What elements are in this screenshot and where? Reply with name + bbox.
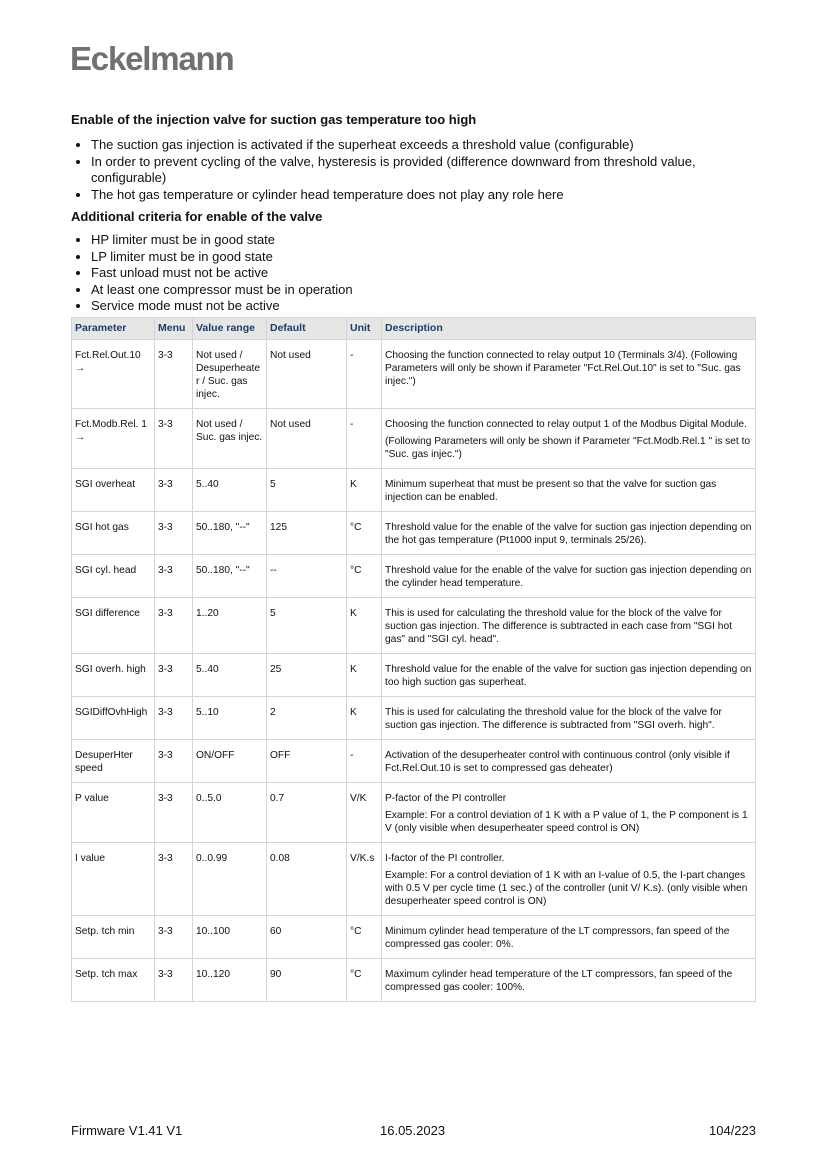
default-cell: -- xyxy=(267,554,347,597)
section-heading: Enable of the injection valve for suction gas temperature too high xyxy=(71,112,477,127)
menu-cell: 3-3 xyxy=(155,739,193,782)
table-row xyxy=(72,339,756,408)
default-cell: OFF xyxy=(267,739,347,782)
parameter-cell: I value xyxy=(72,842,155,915)
parameter-cell: DesuperHter speed xyxy=(72,739,155,782)
description-text: Example: For a control deviation of 1 K with a P value of 1, the P component is 1 V (only visible when desuperheater speed control is ON) xyxy=(385,809,748,834)
default-cell: 5 xyxy=(267,597,347,653)
description-cell xyxy=(382,468,756,511)
list-item: • The suction gas injection is activated if the superheat exceeds a threshold value (configurable) xyxy=(91,137,756,154)
value-range-cell: Not used / Desuperheater / Suc. gas injec. xyxy=(193,339,267,408)
value-range-cell: 50..180, "--" xyxy=(193,511,267,554)
default-cell: Not used xyxy=(267,339,347,408)
footer-firmware: Firmware V1.41 V1 xyxy=(71,1123,183,1138)
description-cell xyxy=(382,339,756,408)
description-cell xyxy=(382,958,756,1001)
unit-cell: °C xyxy=(347,554,382,597)
description-cell xyxy=(382,653,756,696)
unit-cell: K xyxy=(347,468,382,511)
table-row xyxy=(72,653,756,696)
description-text: Threshold value for the enable of the valve for suction gas injection depending on too high suction gas superheat. xyxy=(385,663,752,688)
unit-cell: °C xyxy=(347,511,382,554)
default-cell: 25 xyxy=(267,653,347,696)
table-row xyxy=(72,554,756,597)
description-text: Threshold value for the enable of the valve for suction gas injection depending on the hot gas temperature (Pt1000 input 9, terminals 25/26). xyxy=(385,521,752,546)
menu-cell: 3-3 xyxy=(155,696,193,739)
parameter-cell: SGIDiffOvhHigh xyxy=(72,696,155,739)
parameter-cell: P value xyxy=(72,782,155,842)
parameter-cell: SGI overh. high xyxy=(72,653,155,696)
value-range-cell: 1..20 xyxy=(193,597,267,653)
unit-cell: - xyxy=(347,408,382,468)
value-range-cell: ON/OFF xyxy=(193,739,267,782)
list-item: • LP limiter must be in good state xyxy=(91,249,756,266)
eckelmann-logo: Eckelmann xyxy=(70,40,234,77)
unit-cell: °C xyxy=(347,958,382,1001)
list-item: • Fast unload must not be active xyxy=(91,265,756,282)
value-range-cell: 50..180, "--" xyxy=(193,554,267,597)
value-range-cell: Not used / Suc. gas injec. xyxy=(193,408,267,468)
menu-cell: 3-3 xyxy=(155,915,193,958)
additional-criteria-list xyxy=(71,232,756,315)
parameter-cell: SGI overheat xyxy=(72,468,155,511)
footer-page-number: 104/223 xyxy=(709,1123,756,1138)
column-header: Default xyxy=(267,317,347,339)
default-cell: 60 xyxy=(267,915,347,958)
value-range-cell: 10..100 xyxy=(193,915,267,958)
table-header-row xyxy=(72,317,756,339)
parameter-cell: Fct.Rel.Out.10 → xyxy=(72,339,155,408)
default-cell: 0.7 xyxy=(267,782,347,842)
description-text: Threshold value for the enable of the valve for suction gas injection depending on the cylinder head temperature. xyxy=(385,564,752,589)
default-cell: 0.08 xyxy=(267,842,347,915)
menu-cell: 3-3 xyxy=(155,339,193,408)
page-content xyxy=(71,112,756,1002)
table-row xyxy=(72,915,756,958)
menu-cell: 3-3 xyxy=(155,597,193,653)
description-text: P-factor of the PI controller xyxy=(385,792,507,804)
value-range-cell: 5..40 xyxy=(193,468,267,511)
unit-cell: V/K.s xyxy=(347,842,382,915)
description-cell xyxy=(382,842,756,915)
menu-cell: 3-3 xyxy=(155,554,193,597)
default-cell: 125 xyxy=(267,511,347,554)
description-cell xyxy=(382,696,756,739)
default-cell: 90 xyxy=(267,958,347,1001)
description-cell xyxy=(382,782,756,842)
description-text: Choosing the function connected to relay output 10 (Terminals 3/4). (Following Parameters will only be shown if Parameter "Fct.Rel.Out.10" is set to "Suc. gas injec.") xyxy=(385,349,741,387)
description-text: (Following Parameters will only be shown if Parameter "Fct.Modb.Rel.1 " is set to "Suc. gas injec.") xyxy=(385,435,751,460)
list-item: • At least one compressor must be in operation xyxy=(91,282,756,299)
table-row xyxy=(72,842,756,915)
footer-date: 16.05.2023 xyxy=(380,1123,446,1138)
unit-cell: - xyxy=(347,339,382,408)
unit-cell: K xyxy=(347,653,382,696)
description-text: Maximum cylinder head temperature of the LT compressors, fan speed of the compressed gas cooler: 100%. xyxy=(385,968,733,993)
table-body xyxy=(72,339,756,1001)
parameter-cell: Setp. tch max xyxy=(72,958,155,1001)
description-text: Example: For a control deviation of 1 K with an I-value of 0.5, the I-part changes with 0.5 V per cycle time (1 sec.) of the controller (unit V/ K.s). (only visible when desuperheater speed control is ON) xyxy=(385,869,748,907)
description-cell xyxy=(382,511,756,554)
description-text: Activation of the desuperheater control with continuous control (only visible if Fct.Rel.Out.10 is set to compressed gas deheater) xyxy=(385,749,730,774)
parameter-cell: Fct.Modb.Rel. 1 → xyxy=(72,408,155,468)
unit-cell: °C xyxy=(347,915,382,958)
value-range-cell: 10..120 xyxy=(193,958,267,1001)
table-row xyxy=(72,958,756,1001)
description-cell xyxy=(382,554,756,597)
list-item: • The hot gas temperature or cylinder head temperature does not play any role here xyxy=(91,187,756,204)
value-range-cell: 5..40 xyxy=(193,653,267,696)
menu-cell: 3-3 xyxy=(155,468,193,511)
unit-cell: - xyxy=(347,739,382,782)
column-header: Parameter xyxy=(72,317,155,339)
table-row xyxy=(72,408,756,468)
list-item: • Service mode must not be active xyxy=(91,298,756,315)
unit-cell: K xyxy=(347,597,382,653)
default-cell: 2 xyxy=(267,696,347,739)
description-text: Minimum superheat that must be present so that the valve for suction gas injection can be enabled. xyxy=(385,478,717,503)
parameter-cell: SGI hot gas xyxy=(72,511,155,554)
default-cell: Not used xyxy=(267,408,347,468)
menu-cell: 3-3 xyxy=(155,958,193,1001)
table-row xyxy=(72,511,756,554)
parameter-cell: SGI difference xyxy=(72,597,155,653)
menu-cell: 3-3 xyxy=(155,511,193,554)
description-cell xyxy=(382,408,756,468)
menu-cell: 3-3 xyxy=(155,653,193,696)
column-header: Description xyxy=(382,317,756,339)
unit-cell: K xyxy=(347,696,382,739)
criteria-list xyxy=(71,137,756,203)
menu-cell: 3-3 xyxy=(155,408,193,468)
table-row xyxy=(72,696,756,739)
description-text: I-factor of the PI controller. xyxy=(385,852,505,864)
description-cell xyxy=(382,739,756,782)
value-range-cell: 0..0.99 xyxy=(193,842,267,915)
default-cell: 5 xyxy=(267,468,347,511)
parameter-cell: Setp. tch min xyxy=(72,915,155,958)
description-text: Choosing the function connected to relay output 1 of the Modbus Digital Module. xyxy=(385,418,747,430)
list-item: • HP limiter must be in good state xyxy=(91,232,756,249)
description-cell xyxy=(382,915,756,958)
value-range-cell: 0..5.0 xyxy=(193,782,267,842)
description-text: This is used for calculating the threshold value for the block of the valve for suction gas injection. The difference is subtracted from "SGI overh. high". xyxy=(385,706,722,731)
menu-cell: 3-3 xyxy=(155,842,193,915)
unit-cell: V/K xyxy=(347,782,382,842)
parameter-cell: SGI cyl. head xyxy=(72,554,155,597)
table-row xyxy=(72,782,756,842)
table-row xyxy=(72,597,756,653)
description-text: This is used for calculating the threshold value for the block of the valve for suction gas injection. The difference is subtracted in each case from "SGI hot gas" and "SGI cyl. head". xyxy=(385,607,732,645)
table-row xyxy=(72,468,756,511)
column-header: Value range xyxy=(193,317,267,339)
description-cell xyxy=(382,597,756,653)
description-text: Minimum cylinder head temperature of the LT compressors, fan speed of the compressed gas cooler: 0%. xyxy=(385,925,730,950)
parameter-table xyxy=(71,317,756,1002)
menu-cell: 3-3 xyxy=(155,782,193,842)
subsection-heading: Additional criteria for enable of the valve xyxy=(71,209,323,224)
value-range-cell: 5..10 xyxy=(193,696,267,739)
column-header: Unit xyxy=(347,317,382,339)
list-item: • In order to prevent cycling of the valve, hysteresis is provided (difference downward from threshold value, configurable) xyxy=(91,154,756,187)
column-header: Menu xyxy=(155,317,193,339)
table-row xyxy=(72,739,756,782)
